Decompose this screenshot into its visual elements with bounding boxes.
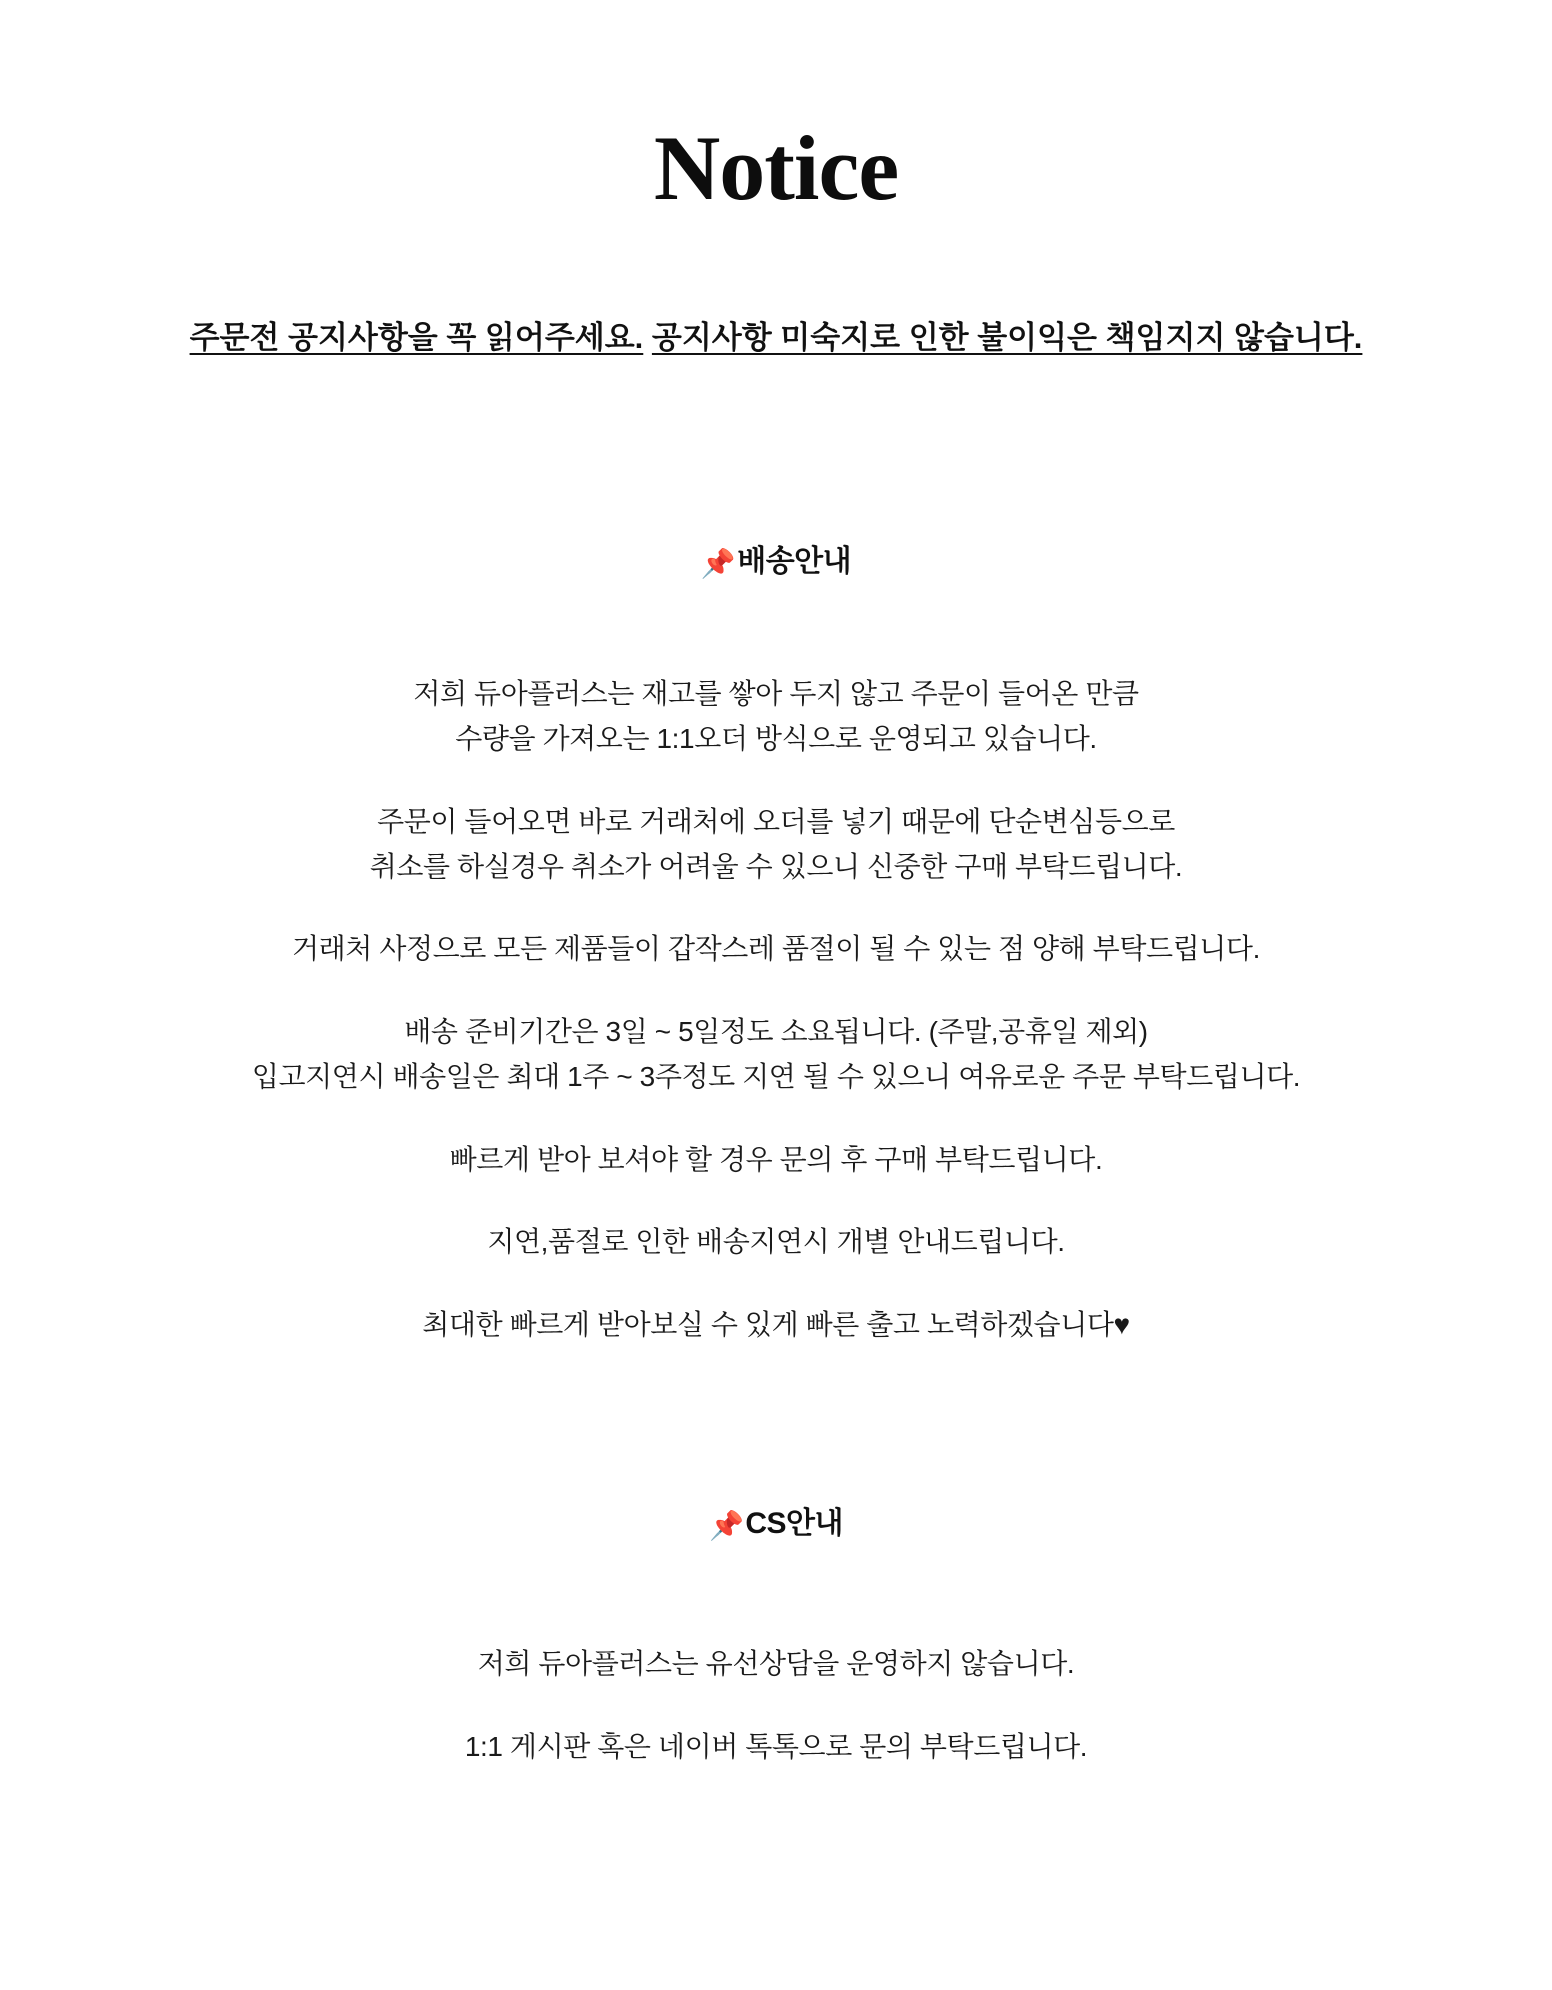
lead-notice <box>0 314 1552 361</box>
paragraph <box>0 800 1552 890</box>
shipping-section-body <box>0 672 1552 1348</box>
paragraph <box>0 1642 1552 1687</box>
paragraph-line: 주문이 들어오면 바로 거래처에 오더를 넣기 때문에 단순변심등으로 <box>377 805 1175 837</box>
page-title: Notice <box>653 117 899 219</box>
paragraph-line: 저희 듀아플러스는 유선상담을 운영하지 않습니다. <box>477 1648 1075 1680</box>
paragraph-line: 1:1 게시판 혹은 네이버 톡톡으로 문의 부탁드립니다. <box>464 1730 1088 1762</box>
cs-section-heading <box>0 1498 1552 1542</box>
shipping-section-heading <box>0 536 1552 580</box>
lead-line-1: 주문전 공지사항을 꼭 읽어주세요. <box>189 320 644 355</box>
bottom-spacer <box>0 1770 1552 1990</box>
cs-heading-label: CS안내 <box>745 1507 843 1541</box>
paragraph <box>0 1138 1552 1183</box>
paragraph <box>0 1010 1552 1100</box>
shipping-heading-label: 배송안내 <box>737 545 852 579</box>
paragraph-line: 저희 듀아플러스는 재고를 쌓아 두지 않고 주문이 들어온 만큼 <box>413 678 1139 710</box>
paragraph-line: 최대한 빠르게 받아보실 수 있게 빠른 출고 노력하겠습니다♥ <box>422 1309 1130 1341</box>
paragraph <box>0 672 1552 762</box>
pushpin-icon: 📌 <box>708 1510 744 1542</box>
paragraph-line: 지연,품절로 인한 배송지연시 개별 안내드립니다. <box>487 1226 1065 1258</box>
paragraph-line: 배송 준비기간은 3일 ~ 5일정도 소요됩니다. (주말,공휴일 제외) <box>404 1016 1148 1048</box>
paragraph-line: 입고지연시 배송일은 최대 1주 ~ 3주정도 지연 될 수 있으니 여유로운 주문 부탁드립니다. <box>251 1060 1301 1092</box>
pushpin-icon: 📌 <box>700 548 736 580</box>
paragraph-line: 거래처 사정으로 모든 제품들이 갑작스레 품절이 될 수 있는 점 양해 부탁드립니다. <box>292 933 1260 965</box>
paragraph <box>0 1220 1552 1265</box>
paragraph <box>0 927 1552 972</box>
paragraph <box>0 1303 1552 1348</box>
paragraph-line: 수량을 가져오는 1:1오더 방식으로 운영되고 있습니다. <box>455 722 1097 754</box>
paragraph-line: 빠르게 받아 보셔야 할 경우 문의 후 구매 부탁드립니다. <box>449 1143 1103 1175</box>
cs-section-body <box>0 1642 1552 1770</box>
lead-line-2: 공지사항 미숙지로 인한 불이익은 책임지지 않습니다. <box>651 320 1363 355</box>
paragraph-line: 취소를 하실경우 취소가 어려울 수 있으니 신중한 구매 부탁드립니다. <box>369 850 1183 882</box>
paragraph <box>0 1725 1552 1770</box>
